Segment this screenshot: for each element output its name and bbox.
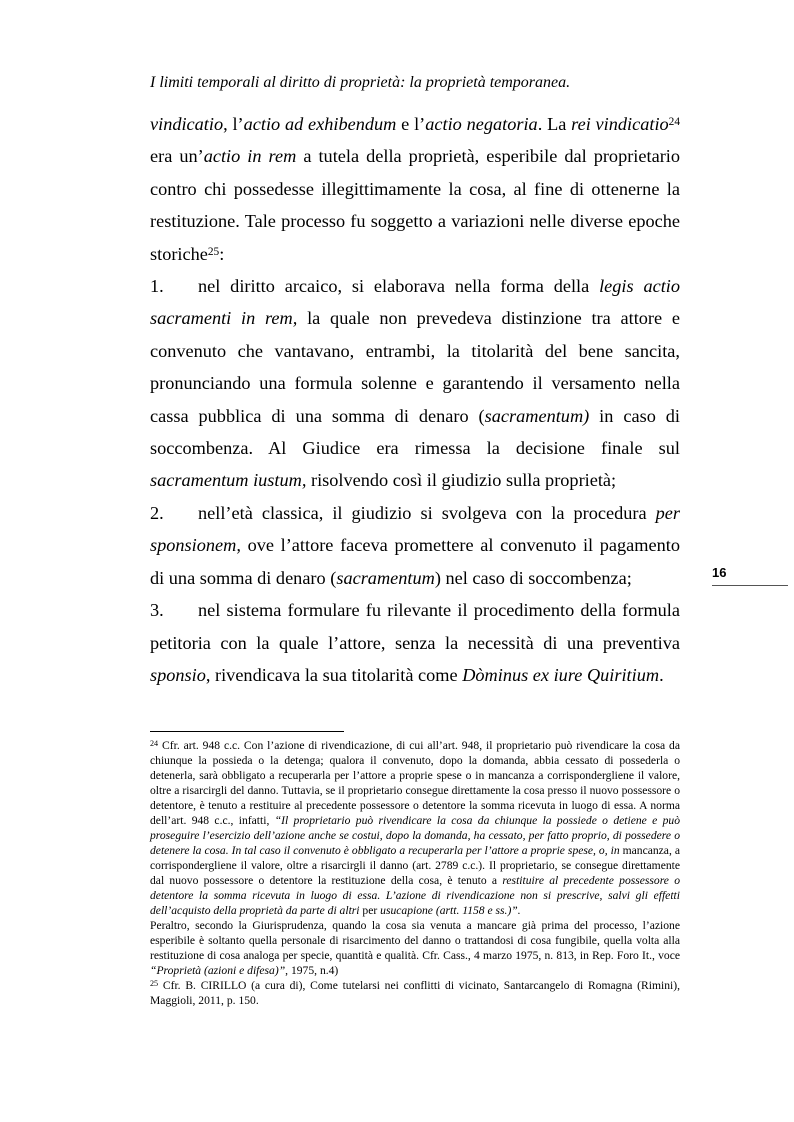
footnote-24-continued: Peraltro, secondo la Giurisprudenza, quando la cosa sia venuta a mancare già prima del processo, l’azione esperibile è soltanto quella personale di risarcimento del danno o trattandosi di cosa fungibile, quella volta alla restituzione di cosa analoga per specie, quantità e qualità. Cfr. Cass., 4 marzo 1975, n. 813, in Rep. Foro It., voce “Proprietà (azioni e difesa)”, 1975, n.4) xyxy=(150,919,680,977)
footnote-ref-25[interactable]: 25 xyxy=(207,245,220,258)
footnote-separator xyxy=(150,731,344,732)
intro-paragraph: vindicatio, l’actio ad exhibendum e l’actio negatoria. La rei vindicatio$^{24}$ era un’actio in rem a tutela della proprietà, esperibile dal proprietario contro chi possedesse illegittimamente la cosa, al fine di ottenerne la restituzione. Tale processo fu soggetto a variazioni nelle diverse epoche storiche$^{25}$: xyxy=(150,114,680,264)
footnotes xyxy=(150,738,680,1008)
page-number: 16 xyxy=(712,565,788,586)
running-header: I limiti temporali al diritto di proprietà: la proprietà temporanea. xyxy=(150,74,571,91)
main-text xyxy=(150,108,680,691)
list-number: 1. xyxy=(150,276,164,297)
footnote-ref-24[interactable]: 24 xyxy=(668,115,680,128)
list-number: 3. xyxy=(150,600,164,621)
footnote-25: $^{25}$ Cfr. B. CIRILLO (a cura di), Come tutelarsi nei conflitti di vicinato, Santarcangelo di Romagna (Rimini), Maggioli, 2011, p. 150. xyxy=(150,978,680,1007)
list-item-3: 3. nel sistema formulare fu rilevante il procedimento della formula petitoria con la quale l’attore, senza la necessità di una preventiva sponsio, rivendicava la sua titolarità come Dòminus ex iure Quiritium. xyxy=(150,594,680,691)
list-number: 2. xyxy=(150,502,164,523)
list-item-2: 2. nell’età classica, il giudizio si svolgeva con la procedura per sponsionem, ove l’attore faceva promettere al convenuto il pagamento di una somma di denaro (sacramentum) nel caso di soccombenza; xyxy=(150,497,680,594)
footnote-24: $^{24}$ Cfr. art. 948 c.c. Con l’azione di rivendicazione, di cui all’art. 948, il proprietario può rivendicare la cosa da chiunque la possieda o la detenga; qualora il convenuto, dopo la domanda, abbia cessato di possederla o detenerla, sarà obbligato a recuperarla per l’attore a proprie spese o in mancanza a corrispondergliene il valore, oltre a risarcirgli del danno. Tuttavia, se il proprietario consegue direttamente la cosa presso il nuovo possessore o detentore, è tenuto a restituire al precedente possessore o detentore la somma ricevuta in luogo di essa. A norma dell’art. 948 c.c., infatti, “Il proprietario può rivendicare la cosa da chiunque la possiede o detiene e può proseguire l’esercizio dell’azione anche se costui, dopo la domanda, ha cessato, per fatto proprio, di possedere o detenere la cosa. In tal caso il convenuto è obbligato a recuperarla per l’attore a proprie spese, o, in mancanza, a corrispondergliene il valore, oltre a risarcirgli il danno (art. 2789 c.c.). Il proprietario, se consegue direttamente dal nuovo possessore o detentore la restituzione della cosa, è tenuto a restituire al precedente possessore o detentore la somma ricevuta in luogo di essa. L’azione di rivendicazione non si prescrive, salvi gli effetti dell’acquisto della proprietà da parte di altri per usucapione (artt. 1158 e ss.)”. xyxy=(150,738,680,917)
list-item-1: 1. nel diritto arcaico, si elaborava nella forma della legis actio sacramenti in rem, la quale non prevedeva distinzione tra attore e convenuto che vantavano, entrambi, la titolarità del bene sancita, pronunciando una formula solenne e garantendo il versamento nella cassa pubblica di una somma di denaro (sacramentum) in caso di soccombenza. Al Giudice era rimessa la decisione finale sul sacramentum iustum, risolvendo così il giudizio sulla proprietà; xyxy=(150,270,680,497)
